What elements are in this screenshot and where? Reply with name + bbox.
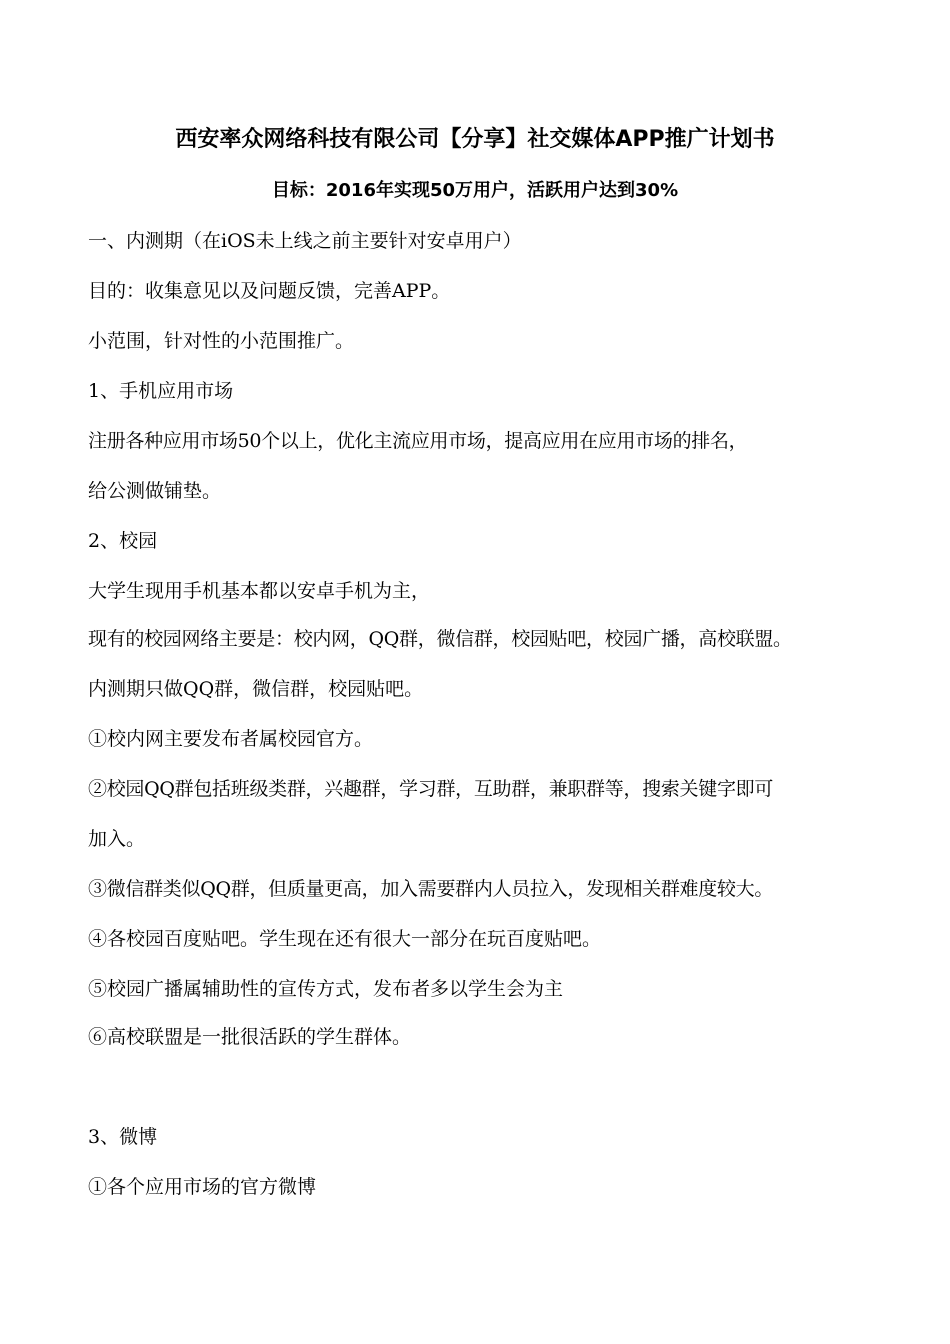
paragraph-internal-channels: 内测期只做QQ群，微信群，校园贴吧。 bbox=[88, 678, 424, 700]
list-item-campus-intranet: ①校内网主要发布者属校园官方。 bbox=[88, 728, 374, 750]
subheading-campus: 2、校园 bbox=[88, 530, 158, 552]
paragraph-app-market-line1: 注册各种应用市场50个以上，优化主流应用市场，提高应用在应用市场的排名， bbox=[88, 430, 748, 452]
paragraph-purpose: 目的：收集意见以及问题反馈，完善APP。 bbox=[88, 280, 451, 302]
section-heading-internal-test: 一、内测期（在iOS未上线之前主要针对安卓用户） bbox=[88, 230, 522, 252]
list-item-college-alliance: ⑥高校联盟是一批很活跃的学生群体。 bbox=[88, 1026, 412, 1048]
paragraph-scope: 小范围，针对性的小范围推广。 bbox=[88, 330, 355, 352]
list-item-qq-groups-line1: ②校园QQ群包括班级类群，兴趣群，学习群，互助群，兼职群等，搜索关键字即可 bbox=[88, 778, 774, 800]
list-item-weibo-official: ①各个应用市场的官方微博 bbox=[88, 1176, 317, 1198]
document-subtitle: 目标：2016年实现50万用户，活跃用户达到30% bbox=[271, 180, 679, 201]
list-item-campus-radio: ⑤校园广播属辅助性的宣传方式，发布者多以学生会为主 bbox=[88, 978, 564, 1000]
list-item-qq-groups-line2: 加入。 bbox=[88, 828, 146, 850]
paragraph-campus-networks: 现有的校园网络主要是：校内网，QQ群，微信群，校园贴吧，校园广播，高校联盟。 bbox=[88, 628, 792, 650]
list-item-baidu-tieba: ④各校园百度贴吧。学生现在还有很大一部分在玩百度贴吧。 bbox=[88, 928, 602, 950]
paragraph-app-market-line2: 给公测做铺垫。 bbox=[88, 480, 222, 502]
list-item-wechat-groups: ③微信群类似QQ群，但质量更高，加入需要群内人员拉入，发现相关群难度较大。 bbox=[88, 878, 774, 900]
subheading-weibo: 3、微博 bbox=[88, 1126, 158, 1148]
document-title: 西安率众网络科技有限公司【分享】社交媒体APP推广计划书 bbox=[175, 127, 775, 152]
subheading-app-market: 1、手机应用市场 bbox=[88, 380, 234, 402]
paragraph-campus-users: 大学生现用手机基本都以安卓手机为主， bbox=[88, 580, 431, 602]
